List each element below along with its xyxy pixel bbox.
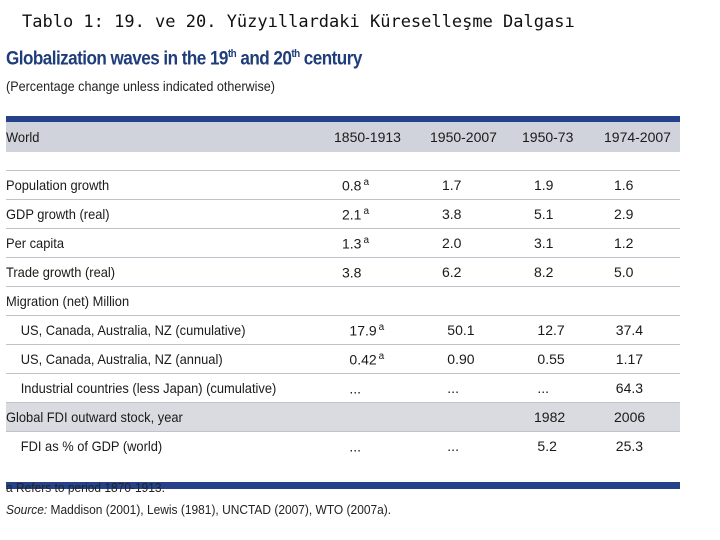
cell-1950-73: 12.7: [537, 322, 565, 338]
cell-1850-1913: 1.3 $^a$: [342, 234, 370, 252]
table-row: [6, 200, 680, 229]
row-label: US, Canada, Australia, NZ (cumulative): [20, 322, 246, 338]
row-label: Population growth: [6, 177, 110, 193]
cell-1850-1913: 17.9 $^a$: [349, 321, 385, 339]
cell-1974-2007: 1.6: [614, 177, 634, 193]
cell-1974-2007: 2.9: [614, 206, 634, 222]
header-world: World: [6, 129, 40, 145]
table-row: [6, 258, 680, 287]
cell-1950-73: 3.1: [534, 235, 554, 251]
table-row: [6, 287, 680, 316]
table-row: [6, 316, 680, 345]
table-subtitle: (Percentage change unless indicated otherwise): [6, 78, 275, 94]
cell-1950-73: 5.2: [537, 438, 557, 454]
cell-1950-2007: 50.1: [447, 322, 475, 338]
cell-1950-2007: ...: [447, 380, 459, 396]
source-note: Source: Maddison (2001), Lewis (1981), UNCTAD (2007), WTO (2007a).: [6, 502, 392, 517]
cell-1950-73: 8.2: [534, 264, 554, 280]
header-1974-2007: 1974-2007: [604, 129, 671, 145]
cell-1950-2007: 1.7: [442, 177, 462, 193]
cell-1950-2007: 6.2: [442, 264, 462, 280]
cell-1950-73: 1.9: [534, 177, 554, 193]
cell-1950-73: 1982: [534, 409, 566, 425]
cell-1974-2007: 5.0: [614, 264, 634, 280]
cell-1950-73: 0.55: [537, 351, 565, 367]
table-row: [6, 374, 680, 403]
data-table: [6, 116, 680, 489]
table-title: Globalization waves in the 19th and 20th century: [6, 48, 362, 70]
cell-1850-1913: [324, 293, 420, 310]
table-row: [6, 229, 680, 258]
row-label: Migration (net) Million: [6, 293, 130, 309]
cell-1950-2007: 0.90: [447, 351, 475, 367]
slide-title: Tablo 1: 19. ve 20. Yüzyıllardaki Küreselleşme Dalgası: [22, 12, 575, 32]
cell-1850-1913: ...: [349, 438, 362, 455]
row-label: GDP growth (real): [6, 206, 110, 222]
cell-1950-2007: ...: [447, 438, 459, 454]
footnote-a: a Refers to period 1870-1913.: [6, 480, 165, 495]
cell-1974-2007: 1.17: [615, 351, 644, 367]
header-1950-73: 1950-73: [522, 129, 574, 145]
table-row: [6, 170, 680, 200]
cell-1850-1913: 0.8 $^a$: [342, 176, 370, 194]
cell-1950-2007: 2.0: [442, 235, 462, 251]
cell-1974-2007: 37.4: [615, 322, 644, 338]
cell-1850-1913: [324, 409, 420, 426]
table-row: [6, 432, 680, 460]
cell-1850-1913: 0.42 $^a$: [349, 350, 385, 368]
table-row: [6, 403, 680, 432]
table-header-row: [6, 122, 680, 152]
cell-1850-1913: 3.8: [342, 264, 362, 281]
row-label: Per capita: [6, 235, 65, 251]
header-1850-1913: 1850-1913: [334, 129, 401, 145]
row-label: FDI as % of GDP (world): [20, 438, 163, 454]
row-label: Industrial countries (less Japan) (cumulative): [20, 380, 277, 396]
cell-1974-2007: 2006: [614, 409, 646, 425]
cell-1974-2007: 64.3: [615, 380, 644, 396]
cell-1850-1913: 2.1 $^a$: [342, 205, 370, 223]
cell-1974-2007: 25.3: [615, 438, 644, 454]
row-label: Trade growth (real): [6, 264, 116, 280]
cell-1950-2007: 3.8: [442, 206, 462, 222]
cell-1974-2007: 1.2: [614, 235, 634, 251]
cell-1950-73: ...: [537, 380, 550, 396]
header-1950-2007: 1950-2007: [430, 129, 497, 145]
cell-1950-73: 5.1: [534, 206, 554, 222]
cell-1850-1913: ...: [349, 380, 362, 397]
row-label: US, Canada, Australia, NZ (annual): [20, 351, 223, 367]
row-label: Global FDI outward stock, year: [6, 409, 183, 425]
table-row: [6, 345, 680, 374]
